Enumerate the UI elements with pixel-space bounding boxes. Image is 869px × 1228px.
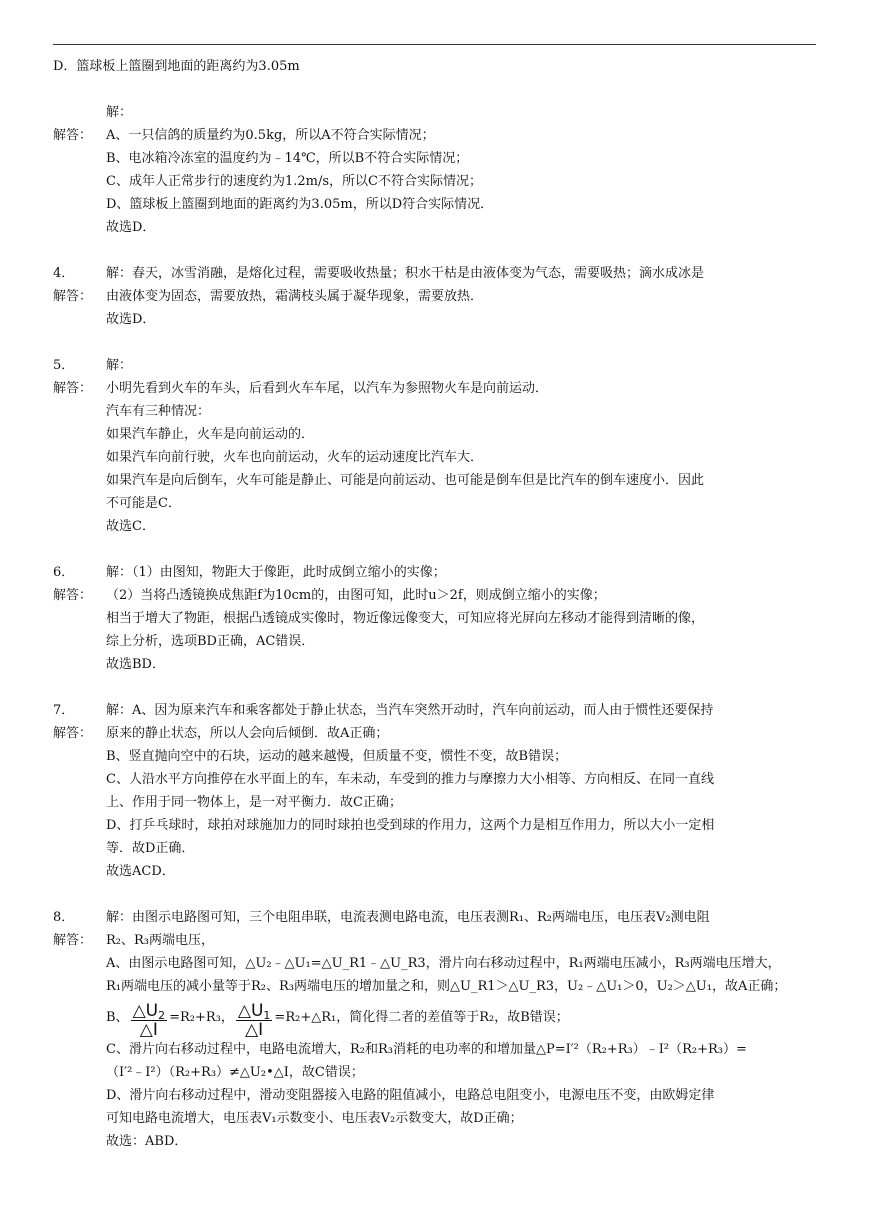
answer-body (106, 354, 816, 538)
answer-label: 解答： (53, 289, 93, 304)
answer-line: 可知电路电流增大，电压表V₁示数变小、电压表V₂示数变大，故D正确； (106, 1111, 523, 1126)
answer-line: 解： (106, 105, 133, 120)
answer-line: B、电冰箱冷冻室的温度约为﹣14℃，所以B不符合实际情况； (106, 151, 469, 166)
option-b-suffix: =R₂+△R₁，简化得二者的差值等于R₂，故B错误； (274, 1010, 569, 1025)
fraction-du2-di (131, 1002, 168, 1039)
answer-line: 相当于增大了物距，根据凸透镜成实像时，物近像远像变大，可知应将光屏向左移动才能得到清晰的像， (106, 611, 705, 626)
answer-line: A、由图示电路图可知，△U₂﹣△U₁=△U_R1﹣△U_R3，滑片向右移动过程中，R₁两端电压减小，R₃两端电压增大， (106, 956, 781, 971)
answer-body (106, 906, 816, 1153)
answer-line: 解：（1）由图知，物距大于像距，此时成倒立缩小的实像； (106, 565, 446, 580)
answer-line: 故选C． (106, 519, 155, 534)
answer-line: D、滑片向右移动过程中，滑动变阻器接入电路的阻值减小，电路总电阻变小，电源电压不变，由欧姆定律 (106, 1088, 715, 1103)
answer-line: R₂、R₃两端电压， (106, 933, 214, 948)
answer-label: 解答： (53, 726, 93, 741)
answer-line: 等．故D正确． (106, 841, 195, 856)
answer-body (106, 699, 816, 883)
fraction-denominator: △I (139, 1020, 158, 1040)
answer-label: 解答： (53, 381, 93, 396)
answer-line: 综上分析，选项BD正确，AC错误． (106, 634, 315, 649)
answer-line: C、滑片向右移动过程中，电路电流增大，R₂和R₃消耗的电功率的和增加量△P=I′²（R₂+R₃）﹣I²（R₂+R₃）= (106, 1042, 747, 1057)
answer-line: 解：春天，冰雪消融，是熔化过程，需要吸收热量；积水干枯是由液体变为气态，需要吸热；滴水成冰是 (106, 266, 705, 281)
answer-line: 如果汽车向前行驶，火车也向前运动，火车的运动速度比汽车大． (106, 450, 484, 465)
answer-label: 解答： (53, 128, 93, 143)
question-number: 7． (53, 703, 75, 718)
answer-line: A、一只信鸽的质量约为0.5kg，所以A不符合实际情况； (106, 128, 435, 143)
question-number: 5． (53, 358, 75, 373)
answer-label: 解答： (53, 588, 93, 603)
answer-line: C、人沿水平方向推停在水平面上的车，车未动，车受到的推力与摩擦力大小相等、方向相反、在同一直线 (106, 772, 714, 787)
answer-line: （I′²﹣I²）（R₂+R₃）≠△U₂•△I，故C错误； (106, 1065, 364, 1080)
answer-block-6 (53, 561, 816, 676)
answer-line: 原来的静止状态，所以人会向后倾倒．故A正确； (106, 726, 389, 741)
answer-block-5 (53, 354, 816, 538)
option-d-line: D．篮球板上篮圈到地面的距离约为3.05m (53, 59, 300, 74)
option-b-prefix: B、 (106, 1010, 129, 1025)
answer-line: 解： (106, 358, 133, 373)
answer-line: 解：由图示电路图可知，三个电阻串联，电流表测电路电流，电压表测R₁、R₂两端电压，电压表V₂测电阻 (106, 910, 710, 925)
answer-label: 解答： (53, 933, 93, 948)
answer-block-3 (53, 101, 816, 239)
answer-block-7 (53, 699, 816, 883)
answer-line: 故选：ABD． (106, 1134, 188, 1149)
answer-line: R₁两端电压的减小量等于R₂、R₃两端电压的增加量之和，则△U_R1＞△U_R3，U₂﹣△U₁＞0，U₂＞△U₁，故A正确； (106, 979, 787, 994)
answer-block-8 (53, 906, 816, 1153)
fraction-numerator: $\triangle U_1$ (237, 1001, 271, 1022)
answer-line: 解：A、因为原来汽车和乘客都处于静止状态，当汽车突然开动时，汽车向前运动，而人由于惯性还要保持 (106, 703, 714, 718)
answer-line: D、打乒乓球时，球拍对球施加力的同时球拍也受到球的作用力，这两个力是相互作用力，所以大小一定相 (106, 818, 715, 833)
answer-line: 如果汽车静止，火车是向前运动的． (106, 427, 315, 442)
answer-block-4 (53, 262, 816, 331)
answer-line: 故选ACD． (106, 864, 175, 879)
answer-body (106, 101, 816, 239)
answer-line: 由液体变为固态，需要放热，霜满枝头属于凝华现象，需要放热． (106, 289, 484, 304)
answer-line: 故选D． (106, 312, 156, 327)
answer-line: （2）当将凸透镜换成焦距f为10cm的，由图可知，此时u＞2f，则成倒立缩小的实像； (106, 588, 606, 603)
answer-page (53, 55, 816, 1176)
answer-line: 上、作用于同一物体上，是一对平衡力．故C正确； (106, 795, 402, 810)
fraction-du1-di (236, 1002, 273, 1039)
answer-line: B、竖直抛向空中的石块，运动的越来越慢，但质量不变，惯性不变，故B错误； (106, 749, 568, 764)
question-number: 8． (53, 910, 75, 925)
answer-body (106, 262, 816, 331)
fraction-denominator: △I (245, 1020, 264, 1040)
answer-line: 汽车有三种情况： (106, 404, 211, 419)
question-number: 4． (53, 266, 75, 281)
answer-body (106, 561, 816, 676)
answer-line: 故选BD． (106, 657, 165, 672)
answer-line: C、成年人正常步行的速度约为1.2m/s，所以C不符合实际情况； (106, 174, 482, 189)
answer-line: 如果汽车是向后倒车，火车可能是静止、可能是向前运动、也可能是倒车但是比汽车的倒车速度小．因此 (106, 473, 705, 488)
answer-line: 故选D． (106, 220, 156, 235)
fraction-numerator: $\triangle U_2$ (132, 1001, 166, 1022)
answer-line: 不可能是C． (106, 496, 181, 511)
question-number: 6． (53, 565, 75, 580)
top-rule (53, 44, 816, 45)
answer-line: D、篮球板上篮圈到地面的距离约为3.05m，所以D符合实际情况． (106, 197, 494, 212)
answer-line-with-fractions (106, 998, 816, 1038)
option-b-mid: =R₂+R₃， (169, 1010, 234, 1025)
answer-line: 小明先看到火车的车头，后看到火车车尾，以汽车为参照物火车是向前运动． (106, 381, 549, 396)
